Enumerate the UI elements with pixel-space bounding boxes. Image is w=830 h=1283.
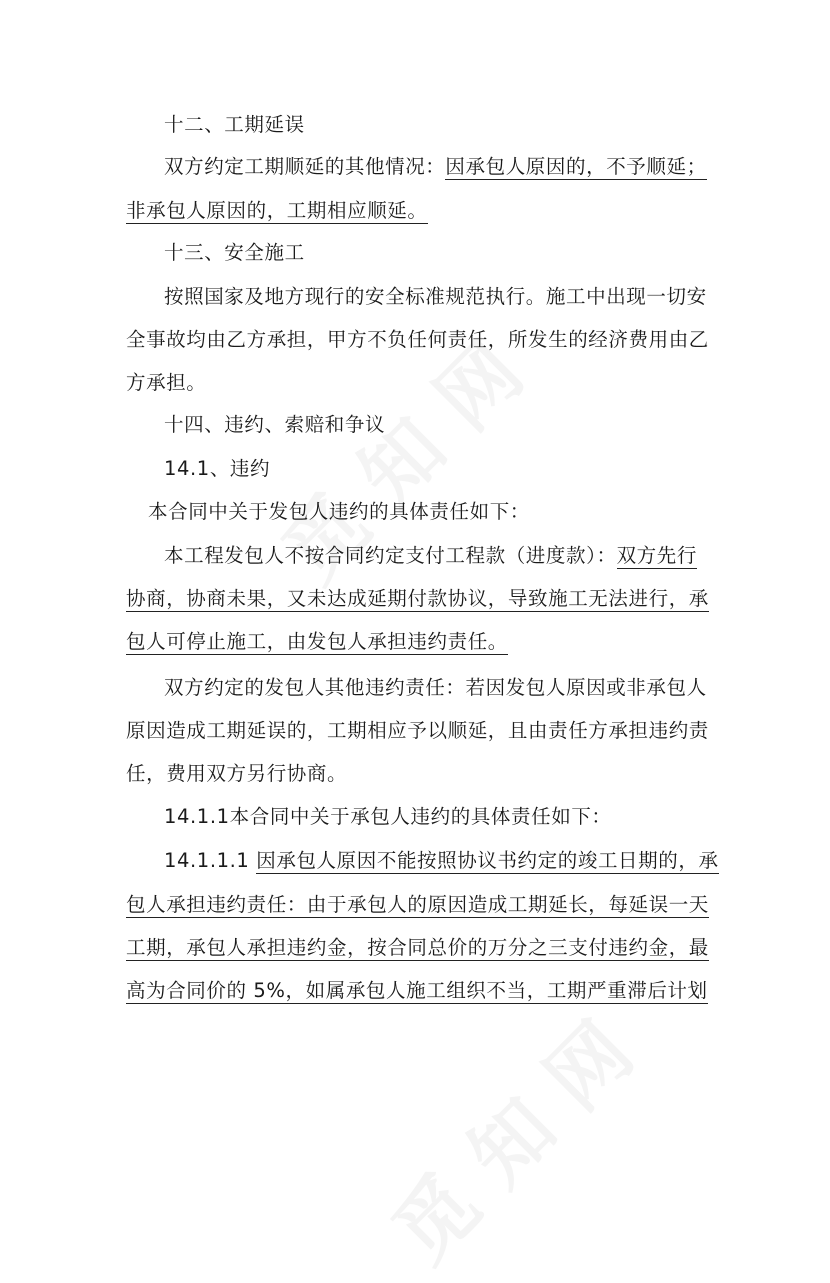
- text-run: 14.1.1.1: [164, 849, 250, 872]
- underlined-text: 包人承担违约责任：由于承包人的原因造成工期延长，每延误一天: [126, 893, 709, 916]
- paragraph-line: 全事故均由乙方承担，甲方不负任何责任，所发生的经济费用由乙: [126, 328, 709, 351]
- paragraph-line: [126, 584, 709, 614]
- section-13-title: 十三、安全施工: [164, 241, 305, 264]
- paragraph-line: [164, 846, 719, 876]
- text-run: 本工程发包人不按合同约定支付工程款（进度款）：: [164, 544, 617, 567]
- paragraph-line: [126, 933, 709, 963]
- paragraph-line: 任，费用双方另行协商。: [126, 762, 348, 785]
- underlined-text: 协商，协商未果，又未达成延期付款协议，导致施工无法进行，承: [126, 587, 709, 610]
- paragraph-line: 双方约定的发包人其他违约责任：若因发包人原因或非承包人: [164, 676, 707, 699]
- section-12-title: 十二、工期延误: [164, 113, 305, 136]
- underlined-text: 高为合同价的 5%，如属承包人施工组织不当，工期严重滞后计划: [126, 979, 708, 1002]
- paragraph-line: 方承担。: [126, 371, 207, 394]
- section-14-1-title: 14.1、违约: [164, 457, 271, 480]
- underlined-text: 双方先行: [616, 544, 697, 567]
- paragraph-line: 按照国家及地方现行的安全标准规范执行。施工中出现一切安: [164, 285, 707, 308]
- watermark: [363, 992, 653, 1282]
- underlined-text: 因承包人原因的，不予顺延；: [445, 155, 707, 178]
- underlined-text: 非承包人原因的，工期相应顺延。: [126, 199, 428, 222]
- text-run: 双方约定工期顺延的其他情况：: [164, 155, 446, 178]
- paragraph-line: [164, 541, 697, 571]
- underlined-text: 工期，承包人承担违约金，按合同总价的万分之三支付违约金，最: [126, 936, 709, 959]
- section-14-1-1-title: 14.1.1本合同中关于承包人违约的具体责任如下：: [164, 805, 612, 828]
- paragraph-line: [126, 976, 708, 1006]
- paragraph-line: 原因造成工期延误的，工期相应予以顺延，且由责任方承担违约责: [126, 719, 709, 742]
- section-14-title: 十四、违约、索赔和争议: [164, 413, 386, 436]
- paragraph-line: [164, 152, 707, 182]
- paragraph-line: [126, 890, 709, 920]
- paragraph-line: 本合同中关于发包人违约的具体责任如下：: [148, 500, 530, 523]
- paragraph-line: [126, 196, 428, 226]
- underlined-text: 包人可停止施工，由发包人承担违约责任。: [126, 630, 508, 653]
- paragraph-line: [126, 627, 508, 657]
- underlined-text: 因承包人原因不能按照协议书约定的竣工日期的，承: [256, 849, 719, 872]
